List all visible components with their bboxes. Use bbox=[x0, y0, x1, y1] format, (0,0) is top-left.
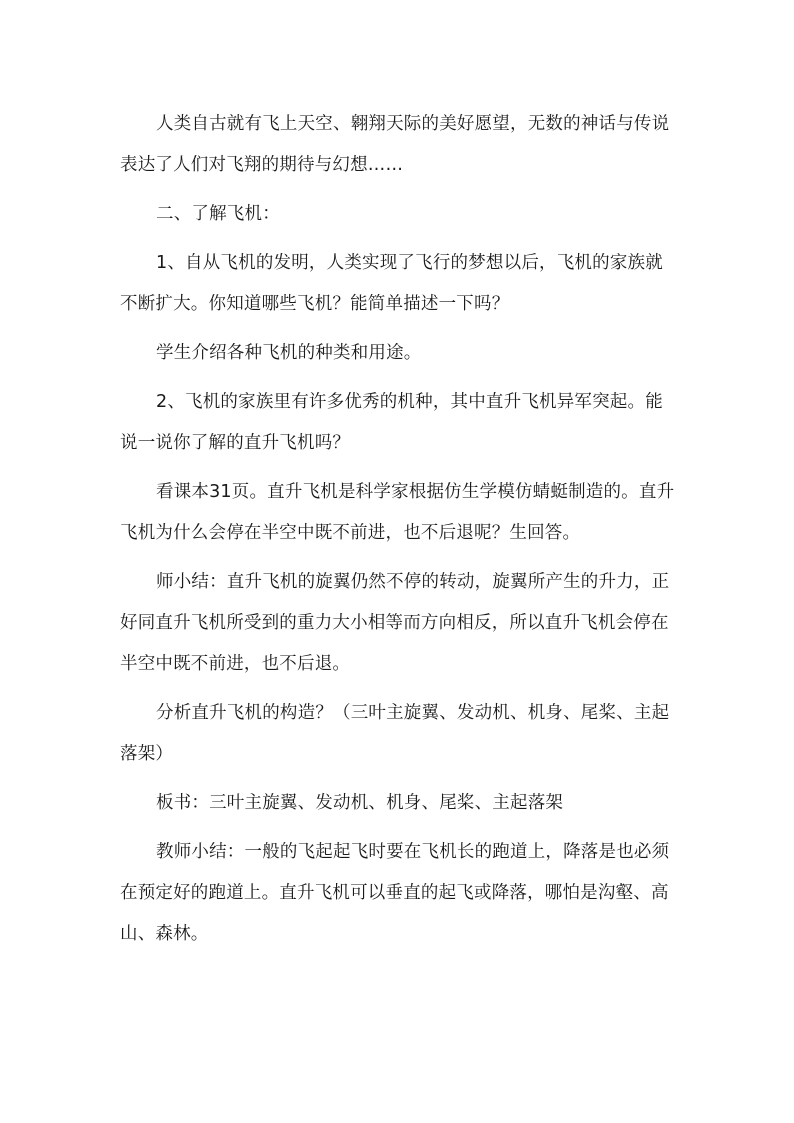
paragraph-teacher-summary-2: 教师小结：一般的飞起起飞时要在飞机长的跑道上，降落是也必须在预定好的跑道上。直升飞机可以垂直的起飞或降落，哪怕是沟壑、高山、森林。 bbox=[120, 842, 670, 944]
document-body bbox=[120, 104, 680, 955]
paragraph-question-2: 2、飞机的家族里有许多优秀的机种，其中直升飞机异军突起。能说一说你了解的直升飞机吗？ bbox=[120, 392, 663, 453]
paragraph-question-1: 1、自从飞机的发明，人类实现了飞行的梦想以后，飞机的家族就不断扩大。你知道哪些飞机？能简单描述一下吗？ bbox=[120, 253, 663, 314]
paragraph-intro: 人类自古就有飞上天空、翱翔天际的美好愿望，无数的神话与传说表达了人们对飞翔的期待与幻想…… bbox=[120, 114, 670, 175]
paragraph-blackboard: 板书：三叶主旋翼、发动机、机身、尾桨、主起落架 bbox=[156, 793, 564, 813]
paragraph-student-intro: 学生介绍各种飞机的种类和用途。 bbox=[156, 343, 422, 363]
paragraph-textbook: 看课本31页。直升飞机是科学家根据仿生学模仿蜻蜓制造的。直升飞机为什么会停在半空中既不前进，也不后退呢？生回答。 bbox=[120, 482, 675, 543]
paragraph-structure-analysis: 分析直升飞机的构造？（三叶主旋翼、发动机、机身、尾桨、主起落架） bbox=[120, 703, 670, 764]
paragraph-teacher-summary-1: 师小结：直升飞机的旋翼仍然不停的转动，旋翼所产生的升力，正好同直升飞机所受到的重力大小相等而方向相反，所以直升飞机会停在半空中既不前进，也不后退。 bbox=[120, 572, 670, 674]
paragraph-section-heading: 二、了解飞机： bbox=[156, 204, 280, 224]
